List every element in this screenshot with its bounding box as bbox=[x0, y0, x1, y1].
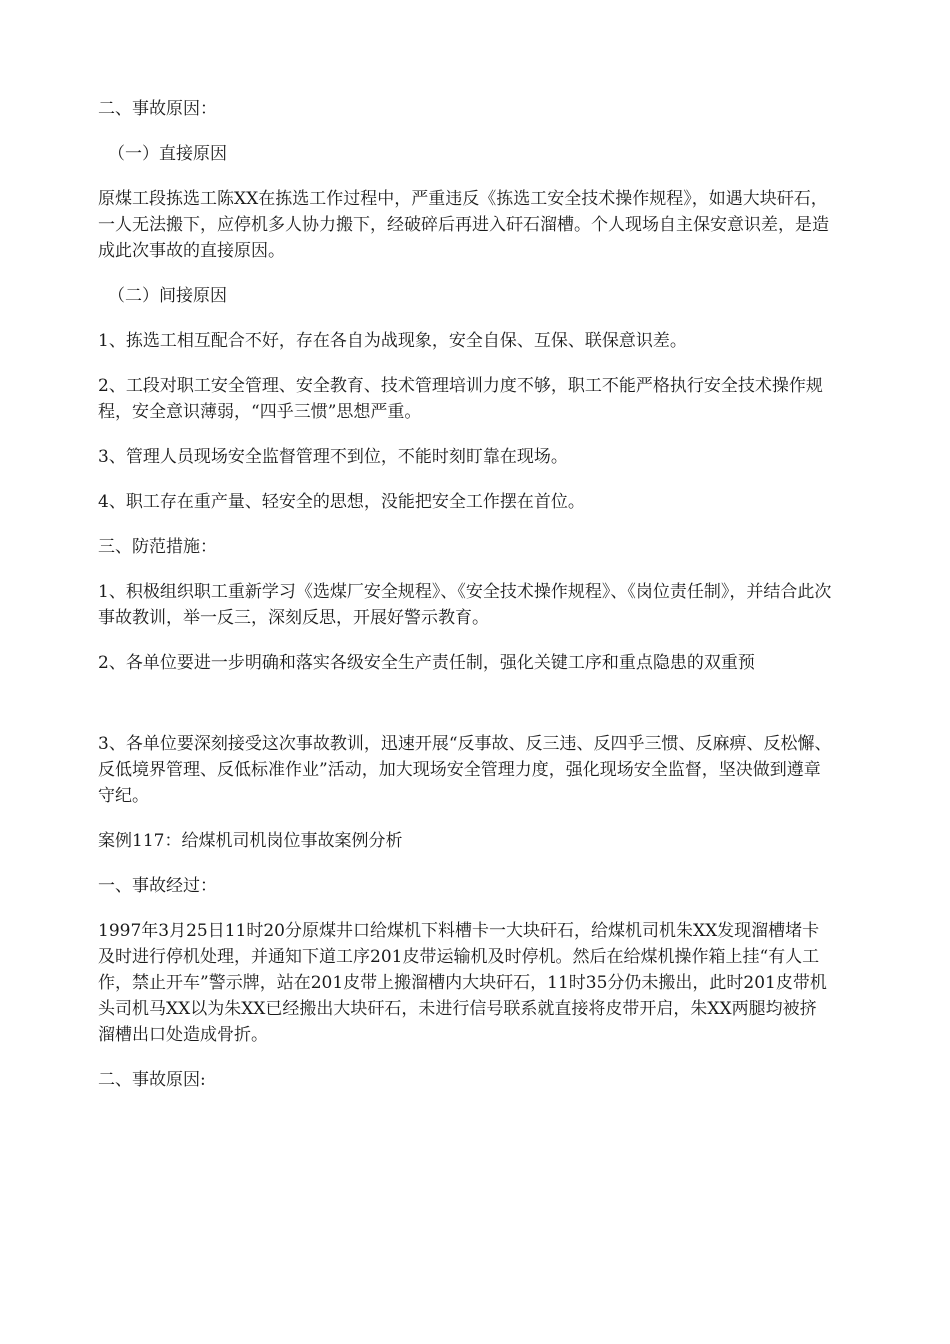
section-heading-measures: 三、防范措施： bbox=[98, 537, 217, 557]
case-title: 案例117：给煤机司机岗位事故案例分析 bbox=[98, 831, 403, 851]
indirect-cause-item-3: 3、管理人员现场安全监督管理不到位，不能时刻盯靠在现场。 bbox=[98, 447, 568, 467]
measure-item-1: 1、积极组织职工重新学习《选煤厂安全规程》、《安全技术操作规程》、《岗位责任制》，并结合此次事故教训，举一反三，深刻反思，开展好警示教育。 bbox=[98, 582, 832, 628]
subheading-indirect-cause: （二）间接原因 bbox=[108, 286, 227, 306]
indirect-cause-item-4: 4、职工存在重产量、轻安全的思想，没能把安全工作摆在首位。 bbox=[98, 492, 585, 512]
indirect-cause-item-2: 2、工段对职工安全管理、安全教育、技术管理培训力度不够，职工不能严格执行安全技术操作规程，安全意识薄弱，“四乎三惯”思想严重。 bbox=[98, 376, 823, 422]
section-heading-causes: 二、事故原因： bbox=[98, 99, 217, 119]
paragraph-incident-details: 1997年3月25日11时20分原煤井口给煤机下料槽卡一大块矸石，给煤机司机朱XX发现溜槽堵卡及时进行停机处理，并通知下道工序201皮带运输机及时停机。然后在给煤机操作箱上挂“有人工作，禁止开车”警示牌，站在201皮带上搬溜槽内大块矸石，11时35分仍未搬出，此时201皮带机头司机马XX以为朱XX已经搬出大块矸石，未进行信号联系就直接将皮带开启，朱XX两腿均被挤溜槽出口处造成骨折。 bbox=[98, 921, 827, 1045]
section-heading-causes-2: 二、事故原因: bbox=[98, 1070, 206, 1090]
subheading-direct-cause: （一）直接原因 bbox=[108, 144, 227, 164]
paragraph-gap bbox=[98, 695, 832, 731]
measure-item-2: 2、各单位要进一步明确和落实各级安全生产责任制，强化关键工序和重点隐患的双重预 bbox=[98, 653, 755, 673]
measure-item-3: 3、各单位要深刻接受这次事故教训，迅速开展“反事故、反三违、反四乎三惯、反麻痹、反松懈、反低境界管理、反低标准作业”活动，加大现场安全管理力度，强化现场安全监督，坚决做到遵章守纪。 bbox=[98, 734, 832, 806]
section-heading-incident: 一、事故经过： bbox=[98, 876, 217, 896]
document-body bbox=[98, 96, 832, 1112]
indirect-cause-item-1: 1、拣选工相互配合不好，存在各自为战现象，安全自保、互保、联保意识差。 bbox=[98, 331, 687, 351]
paragraph-direct-cause: 原煤工段拣选工陈XX在拣选工作过程中，严重违反《拣选工安全技术操作规程》，如遇大块矸石，一人无法搬下，应停机多人协力搬下，经破碎后再进入矸石溜槽。个人现场自主保安意识差，是造成此次事故的直接原因。 bbox=[98, 189, 829, 261]
